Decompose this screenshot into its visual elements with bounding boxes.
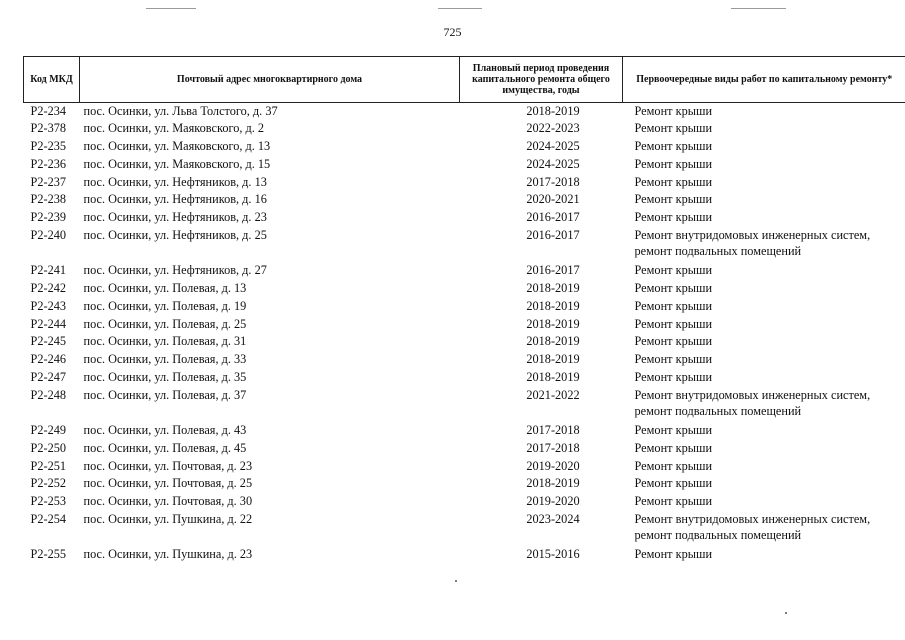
table-row bbox=[24, 120, 905, 138]
row-code: Р2-240 bbox=[30, 227, 67, 242]
row-works: Ремонт крыши bbox=[634, 494, 713, 508]
row-works: Ремонт внутридомовых инженерных систем, ремонт подвальных помещений bbox=[634, 511, 871, 542]
table-row bbox=[24, 191, 905, 209]
row-code: Р2-243 bbox=[30, 298, 67, 313]
row-works: Ремонт внутридомовых инженерных систем, ремонт подвальных помещений bbox=[634, 227, 871, 258]
scan-mark bbox=[731, 8, 786, 9]
row-code: Р2-234 bbox=[30, 104, 67, 118]
row-period: 2020-2021 bbox=[526, 192, 580, 207]
row-code: Р2-249 bbox=[30, 423, 67, 437]
repair-plan-table bbox=[23, 56, 905, 564]
row-works: Ремонт крыши bbox=[634, 334, 713, 349]
row-address: пос. Осинки, ул. Маяковского, д. 13 bbox=[83, 139, 271, 153]
scan-speck bbox=[785, 612, 787, 614]
row-period: 2018-2019 bbox=[526, 369, 580, 384]
table-row bbox=[24, 262, 905, 280]
row-address: пос. Осинки, ул. Полевая, д. 13 bbox=[83, 281, 247, 295]
row-works: Ремонт крыши bbox=[634, 547, 713, 562]
table-row bbox=[24, 316, 905, 334]
row-works: Ремонт крыши bbox=[634, 369, 713, 384]
row-code: Р2-245 bbox=[30, 334, 67, 349]
table-row bbox=[24, 138, 905, 156]
row-address: пос. Осинки, ул. Полевая, д. 35 bbox=[83, 369, 247, 384]
row-address: пос. Осинки, ул. Почтовая, д. 25 bbox=[83, 476, 253, 491]
row-works: Ремонт крыши bbox=[634, 192, 713, 207]
row-works: Ремонт крыши bbox=[634, 156, 713, 171]
table-row bbox=[24, 103, 905, 121]
row-period: 2018-2019 bbox=[526, 334, 580, 349]
row-code: Р2-248 bbox=[30, 387, 67, 402]
row-works: Ремонт крыши bbox=[634, 423, 713, 437]
row-works: Ремонт крыши bbox=[634, 440, 713, 455]
row-address: пос. Осинки, ул. Льва Толстого, д. 37 bbox=[83, 104, 278, 118]
row-period: 2019-2020 bbox=[526, 494, 580, 508]
row-address: пос. Осинки, ул. Полевая, д. 25 bbox=[83, 316, 247, 331]
row-address: пос. Осинки, ул. Нефтяников, д. 27 bbox=[83, 263, 267, 278]
row-address: пос. Осинки, ул. Нефтяников, д. 16 bbox=[83, 192, 267, 207]
table-row bbox=[24, 227, 905, 263]
row-address: пос. Осинки, ул. Полевая, д. 33 bbox=[83, 352, 247, 366]
row-period: 2024-2025 bbox=[526, 156, 580, 171]
repair-plan-table-container bbox=[23, 56, 905, 564]
row-period: 2018-2019 bbox=[526, 352, 580, 366]
row-period: 2024-2025 bbox=[526, 139, 580, 153]
row-address: пос. Осинки, ул. Нефтяников, д. 25 bbox=[83, 227, 267, 242]
row-period: 2018-2019 bbox=[526, 104, 580, 118]
table-row bbox=[24, 351, 905, 369]
row-period: 2022-2023 bbox=[526, 121, 580, 136]
table-row bbox=[24, 333, 905, 351]
row-period: 2016-2017 bbox=[526, 227, 580, 242]
header-works: Первоочередные виды работ по капитальному ремонту* bbox=[623, 57, 905, 103]
table-row bbox=[24, 387, 905, 423]
table-row bbox=[24, 546, 905, 564]
table-row bbox=[24, 369, 905, 387]
row-works: Ремонт крыши bbox=[634, 139, 713, 153]
row-works: Ремонт крыши bbox=[634, 121, 713, 136]
table-row bbox=[24, 209, 905, 227]
row-address: пос. Осинки, ул. Нефтяников, д. 23 bbox=[83, 210, 267, 224]
row-works: Ремонт крыши bbox=[634, 174, 713, 189]
page-number: 725 bbox=[443, 25, 462, 39]
row-code: Р2-378 bbox=[30, 121, 67, 136]
row-works: Ремонт крыши bbox=[634, 104, 713, 118]
row-works: Ремонт крыши bbox=[634, 298, 713, 313]
row-address: пос. Осинки, ул. Полевая, д. 45 bbox=[83, 440, 247, 455]
row-works: Ремонт крыши bbox=[634, 352, 713, 366]
row-code: Р2-247 bbox=[30, 369, 67, 384]
row-code: Р2-250 bbox=[30, 440, 67, 455]
row-address: пос. Осинки, ул. Пушкина, д. 22 bbox=[83, 511, 253, 526]
scan-speck bbox=[455, 580, 457, 582]
scan-mark bbox=[146, 8, 196, 9]
table-row bbox=[24, 422, 905, 440]
table-row bbox=[24, 440, 905, 458]
row-address: пос. Осинки, ул. Почтовая, д. 23 bbox=[83, 458, 253, 473]
row-code: Р2-242 bbox=[30, 281, 67, 295]
row-code: Р2-236 bbox=[30, 156, 67, 171]
row-code: Р2-241 bbox=[30, 263, 67, 278]
row-period: 2023-2024 bbox=[526, 511, 580, 526]
scan-mark bbox=[438, 8, 482, 9]
row-code: Р2-237 bbox=[30, 174, 67, 189]
row-code: Р2-239 bbox=[30, 210, 67, 224]
table-row bbox=[24, 511, 905, 547]
table-row bbox=[24, 298, 905, 316]
table-row bbox=[24, 493, 905, 511]
row-period: 2017-2018 bbox=[526, 440, 580, 455]
row-period: 2018-2019 bbox=[526, 298, 580, 313]
row-address: пос. Осинки, ул. Нефтяников, д. 13 bbox=[83, 174, 267, 189]
table-body bbox=[24, 103, 905, 565]
row-code: Р2-244 bbox=[30, 316, 67, 331]
header-code: Код МКД bbox=[24, 57, 80, 103]
row-code: Р2-251 bbox=[30, 458, 67, 473]
row-works: Ремонт крыши bbox=[634, 210, 713, 224]
table-row bbox=[24, 475, 905, 493]
row-code: Р2-238 bbox=[30, 192, 67, 207]
row-address: пос. Осинки, ул. Полевая, д. 31 bbox=[83, 334, 247, 349]
header-address: Почтовый адрес многоквартирного дома bbox=[80, 57, 460, 103]
row-period: 2021-2022 bbox=[526, 387, 580, 402]
row-code: Р2-255 bbox=[30, 547, 67, 562]
row-period: 2017-2018 bbox=[526, 174, 580, 189]
table-row bbox=[24, 280, 905, 298]
row-works: Ремонт крыши bbox=[634, 316, 713, 331]
row-address: пос. Осинки, ул. Маяковского, д. 15 bbox=[83, 156, 271, 171]
row-address: пос. Осинки, ул. Полевая, д. 19 bbox=[83, 298, 247, 313]
row-period: 2018-2019 bbox=[526, 316, 580, 331]
header-period: Плановый период проведения капитального ремонта общего имущества, годы bbox=[460, 57, 623, 103]
row-code: Р2-252 bbox=[30, 476, 67, 491]
row-period: 2018-2019 bbox=[526, 281, 580, 295]
row-period: 2016-2017 bbox=[526, 210, 580, 224]
row-address: пос. Осинки, ул. Пушкина, д. 23 bbox=[83, 547, 253, 562]
row-address: пос. Осинки, ул. Полевая, д. 43 bbox=[83, 423, 247, 437]
row-code: Р2-253 bbox=[30, 494, 67, 508]
row-works: Ремонт крыши bbox=[634, 281, 713, 295]
row-code: Р2-235 bbox=[30, 139, 67, 153]
row-works: Ремонт внутридомовых инженерных систем, ремонт подвальных помещений bbox=[634, 387, 871, 418]
row-period: 2016-2017 bbox=[526, 263, 580, 278]
row-period: 2015-2016 bbox=[526, 547, 580, 562]
row-address: пос. Осинки, ул. Маяковского, д. 2 bbox=[83, 121, 265, 136]
table-header-row bbox=[24, 57, 905, 103]
table-row bbox=[24, 458, 905, 476]
row-address: пос. Осинки, ул. Полевая, д. 37 bbox=[83, 387, 247, 402]
row-period: 2018-2019 bbox=[526, 476, 580, 491]
row-period: 2019-2020 bbox=[526, 458, 580, 473]
row-works: Ремонт крыши bbox=[634, 458, 713, 473]
row-address: пос. Осинки, ул. Почтовая, д. 30 bbox=[83, 494, 253, 508]
row-code: Р2-254 bbox=[30, 511, 67, 526]
table-row bbox=[24, 156, 905, 174]
table-row bbox=[24, 174, 905, 192]
row-works: Ремонт крыши bbox=[634, 476, 713, 491]
row-period: 2017-2018 bbox=[526, 423, 580, 437]
row-works: Ремонт крыши bbox=[634, 263, 713, 278]
row-code: Р2-246 bbox=[30, 352, 67, 366]
